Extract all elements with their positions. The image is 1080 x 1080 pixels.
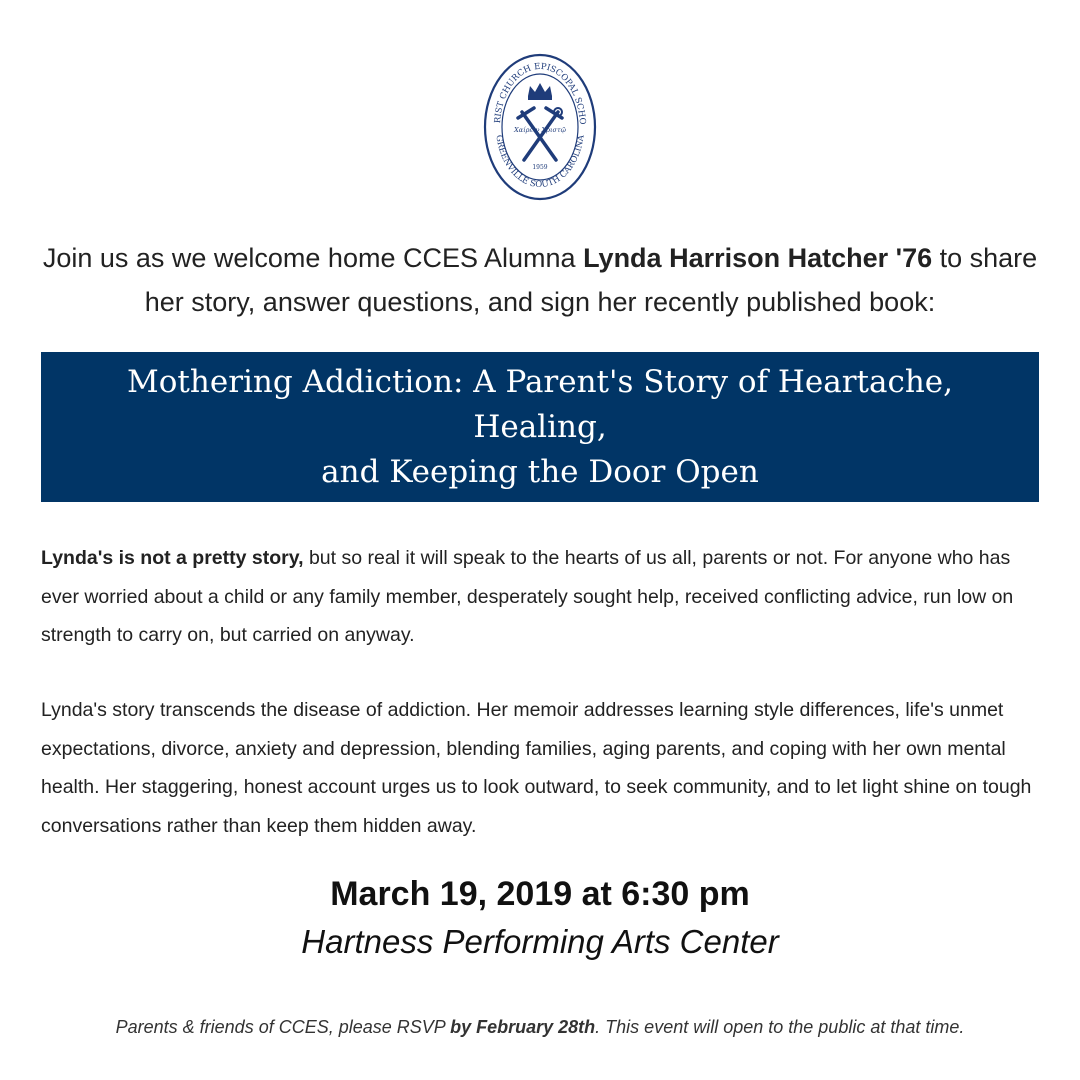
alumna-name: Lynda Harrison Hatcher '76 bbox=[583, 243, 933, 273]
rsvp-prefix: Parents & friends of CCES, please RSVP bbox=[115, 1017, 451, 1037]
school-seal-logo bbox=[482, 52, 598, 202]
intro-suffix: to share her story, answer questions, and sign her recently published book: bbox=[144, 243, 1038, 317]
rsvp-note bbox=[40, 1012, 1040, 1042]
rsvp-deadline: by February 28th bbox=[450, 1017, 596, 1037]
book-title-banner bbox=[41, 352, 1039, 502]
seal-motto: Χαίρειν Χριστῷ bbox=[514, 126, 566, 134]
seal-top-text: RIST CHURCH EPISCOPAL SCHO bbox=[493, 61, 588, 125]
event-date: March 19, 2019 at 6:30 pm bbox=[330, 875, 750, 913]
description-paragraph-2: Lynda's story transcends the disease of addiction. Her memoir addresses learning style differences, life's unmet expectations, divorce, anxiety and depression, blending families, aging parents, and coping with her own mental health. Her staggering, honest account urges us to look outward, to seek community, and to let light shine on tough conversations rather than keep them hidden away. bbox=[41, 699, 1032, 837]
book-title-line2: and Keeping the Door Open bbox=[321, 453, 759, 490]
intro-text bbox=[40, 236, 1040, 324]
event-venue: Hartness Performing Arts Center bbox=[301, 923, 779, 960]
paragraph-lead: Lynda's is not a pretty story, bbox=[41, 547, 304, 569]
description-paragraph-1 bbox=[41, 539, 1041, 655]
book-title-line1: Mothering Addiction: A Parent's Story of Heartache, Healing, bbox=[127, 363, 953, 445]
seal-emblem-icon bbox=[482, 52, 598, 202]
rsvp-suffix: . This event will open to the public at that time. bbox=[595, 1017, 965, 1037]
seal-bottom-text: GREENVILLE SOUTH CAROLINA bbox=[493, 134, 587, 191]
intro-prefix: Join us as we welcome home CCES Alumna bbox=[42, 243, 584, 273]
book-title bbox=[60, 360, 1020, 495]
seal-year: 1959 bbox=[532, 164, 548, 171]
paragraph-1-body: but so real it will speak to the hearts of us all, parents or not. For anyone who has ever worried about a child or any family member, desperately sought help, received conflicting advice, run low on strength to carry on, but carried on anyway. bbox=[41, 547, 1014, 646]
